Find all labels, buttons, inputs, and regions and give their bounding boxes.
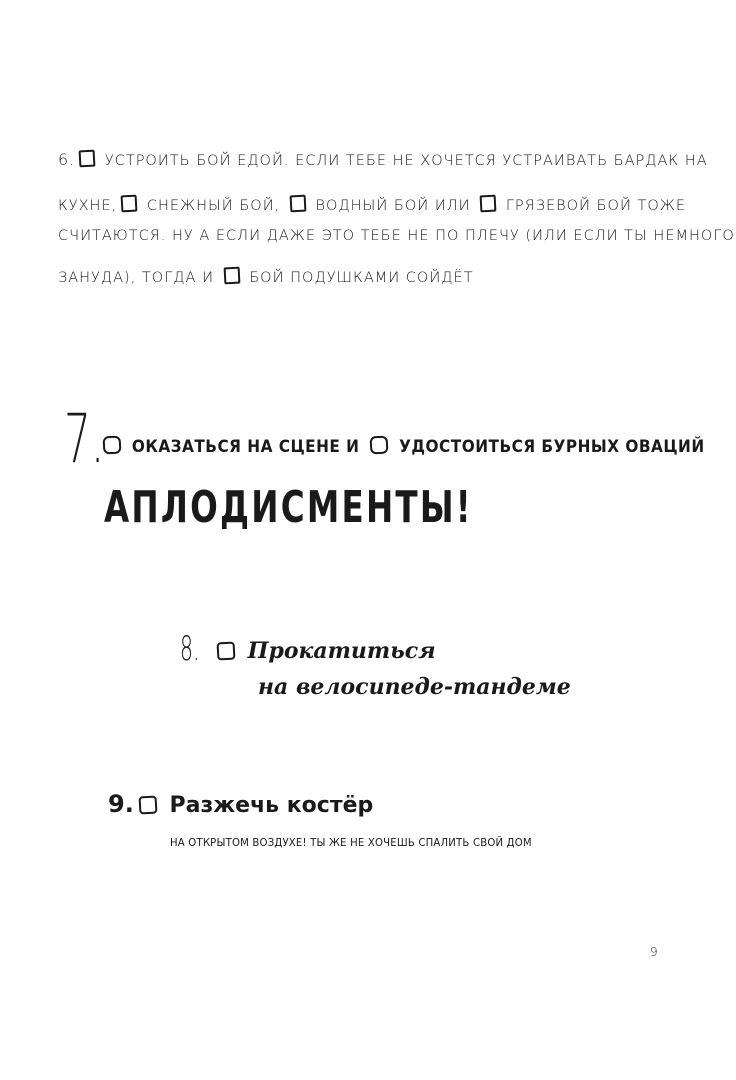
option-mud-fight: ГРЯЗЕВОЙ БОЙ ТОЖЕ xyxy=(505,198,687,214)
item-7-number: 7. xyxy=(64,400,105,479)
checkbox-water-fight[interactable] xyxy=(289,195,306,213)
option-ovation: УДОСТОИТЬСЯ БУРНЫХ ОВАЦИЙ xyxy=(399,437,705,457)
item-9-note: НА ОТКРЫТОМ ВОЗДУХЕ! ТЫ ЖЕ НЕ ХОЧЕШЬ СПАЛИТЬ СВОЙ ДОМ xyxy=(170,836,532,849)
item-9-title: Разжечь костёр xyxy=(169,793,374,818)
item-6-text-4: ЗАНУДА), ТОГДА И xyxy=(58,270,215,286)
option-water-fight: ВОДНЫЙ БОЙ xyxy=(315,198,430,214)
item-6-or: ИЛИ xyxy=(434,198,471,214)
item-8-line-2: на велосипеде-тандеме xyxy=(258,674,571,700)
checkbox-tandem[interactable] xyxy=(217,642,236,661)
checkbox-food-fight[interactable] xyxy=(79,150,96,168)
item-9 xyxy=(108,790,373,818)
page-number: 9 xyxy=(650,945,658,959)
item-6-number: 6. xyxy=(58,150,76,169)
item-9-number: 9. xyxy=(108,790,134,818)
item-7-options xyxy=(98,436,705,457)
item-8-line-1 xyxy=(212,638,436,664)
item-6-line-1 xyxy=(58,150,708,169)
checkbox-ovation[interactable] xyxy=(370,436,389,455)
checkbox-mud-fight[interactable] xyxy=(480,195,497,213)
item-6-title: УСТРОИТЬ БОЙ ЕДОЙ. xyxy=(104,153,290,169)
option-pillow-fight: БОЙ ПОДУШКАМИ СОЙДЁТ xyxy=(249,270,474,286)
item-6-line-2 xyxy=(58,195,686,214)
item-8-title: Прокатиться xyxy=(247,638,436,664)
checkbox-bonfire[interactable] xyxy=(138,796,157,815)
item-6-text-1: ЕСЛИ ТЕБЕ НЕ ХОЧЕТСЯ УСТРАИВАТЬ БАРДАК НА xyxy=(295,153,708,169)
item-7-headline: АПЛОДИСМЕНТЫ! xyxy=(104,482,473,533)
item-6-line-4 xyxy=(58,267,474,286)
checkbox-snow-fight[interactable] xyxy=(121,195,138,213)
checkbox-on-stage[interactable] xyxy=(103,436,122,455)
item-6-text-2: КУХНЕ, xyxy=(58,198,118,214)
checkbox-pillow-fight[interactable] xyxy=(223,267,240,285)
item-6-line-3: СЧИТАЮТСЯ. НУ А ЕСЛИ ДАЖЕ ЭТО ТЕБЕ НЕ ПО ПЛЕЧУ (ИЛИ ЕСЛИ ТЫ НЕМНОГО xyxy=(58,228,735,244)
option-snow-fight: СНЕЖНЫЙ БОЙ, xyxy=(146,198,281,214)
option-on-stage: ОКАЗАТЬСЯ НА СЦЕНЕ И xyxy=(131,437,360,457)
item-8-number: 8. xyxy=(180,629,200,669)
